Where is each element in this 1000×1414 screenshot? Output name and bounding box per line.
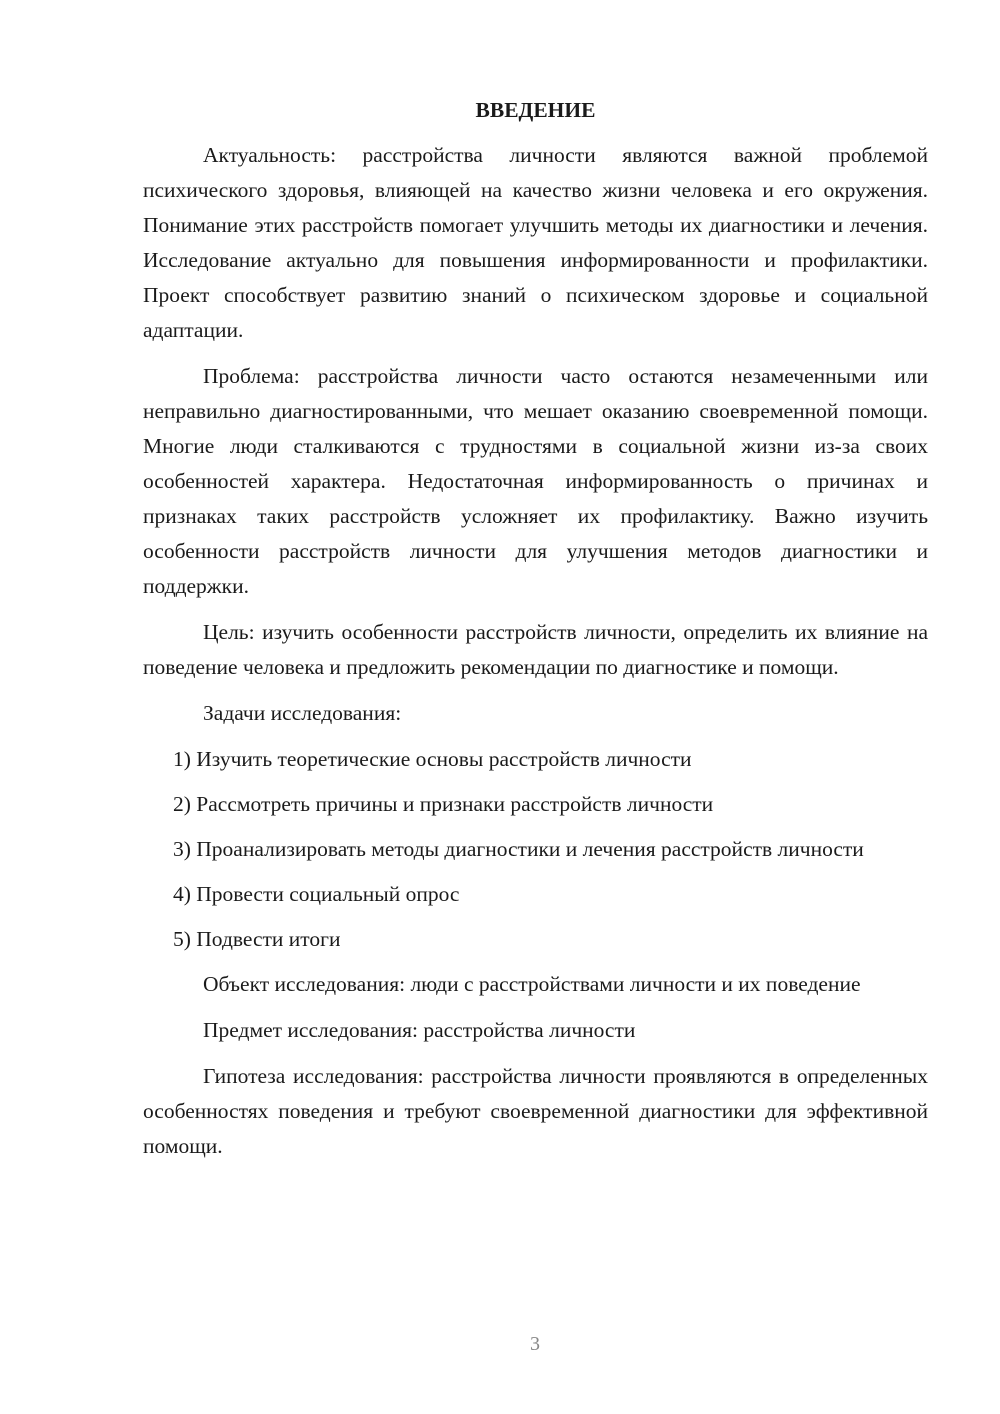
paragraph-goal: Цель: изучить особенности расстройств личности, определить их влияние на поведение человека и предложить рекомендации по диагностике и помощи.: [143, 620, 928, 679]
tasks-list: [143, 742, 928, 957]
page-number: 3: [530, 1333, 540, 1355]
list-item: 4) Провести социальный опрос: [173, 882, 460, 906]
document-page: [143, 90, 928, 1175]
paragraph-subject: Предмет исследования: расстройства личности: [203, 1018, 636, 1042]
list-item: 3) Проанализировать методы диагностики и лечения расстройств личности: [173, 837, 864, 861]
paragraph-problem: Проблема: расстройства личности часто остаются незамеченными или неправильно диагностированными, что мешает оказанию своевременной помощи. Многие люди сталкиваются с трудностями в социальной жизни из-за своих особенностей характера. Недостаточная информированность о причинах и признаках таких расстройств усложняет их профилактику. Важно изучить особенности расстройств личности для улучшения методов диагностики и поддержки.: [143, 364, 928, 598]
paragraph-relevance: Актуальность: расстройства личности являются важной проблемой психического здоровья, влияющей на качество жизни человека и его окружения. Понимание этих расстройств помогает улучшить методы их диагностики и лечения. Исследование актуально для повышения информированности и профилактики. Проект способствует развитию знаний о психическом здоровье и социальной адаптации.: [143, 143, 928, 342]
list-item: 5) Подвести итоги: [173, 927, 341, 951]
list-item: 2) Рассмотреть причины и признаки расстройств личности: [173, 792, 714, 816]
paragraph-object: Объект исследования: люди с расстройствами личности и их поведение: [203, 972, 861, 996]
paragraph-hypothesis: Гипотеза исследования: расстройства личности проявляются в определенных особенностях поведения и требуют своевременной диагностики для эффективной помощи.: [143, 1064, 928, 1158]
list-item: 1) Изучить теоретические основы расстройств личности: [173, 747, 692, 771]
tasks-heading: Задачи исследования:: [203, 701, 402, 725]
page-title: ВВЕДЕНИЕ: [475, 98, 596, 122]
